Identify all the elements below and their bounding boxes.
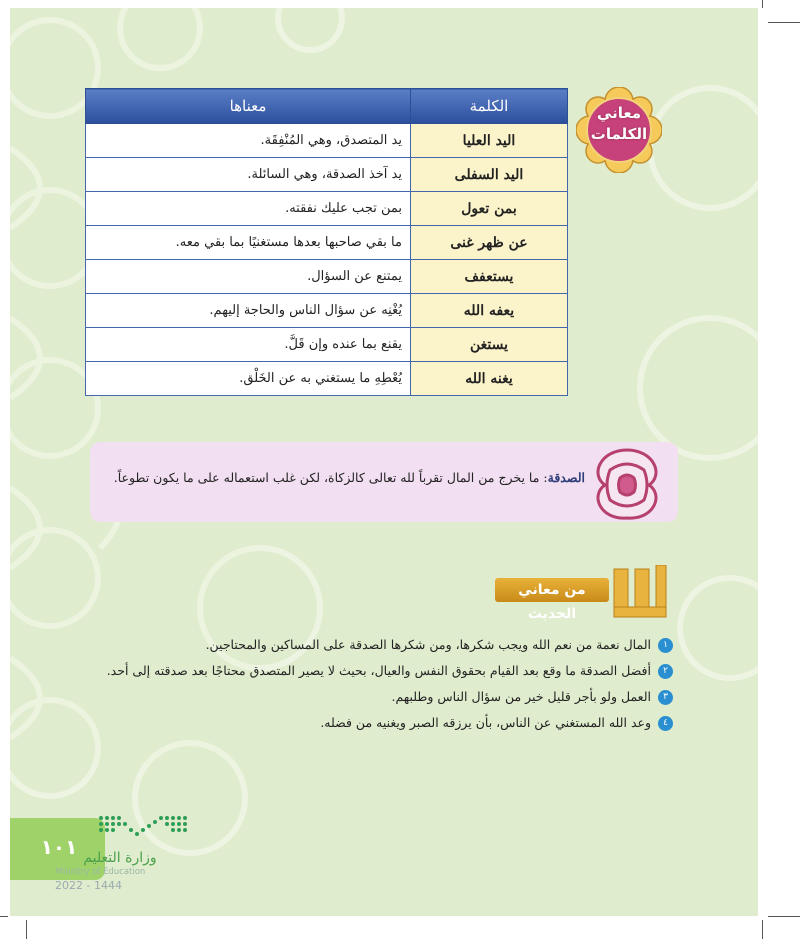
meaning-cell: يقنع بما عنده وإن قَلَّ.	[86, 328, 411, 362]
item-text: أفضل الصدقة ما وقع بعد القيام بحقوق النفس والعيال، بحيث لا يصير المتصدق محتاجًا بعد صدقته إلى أحد.	[106, 663, 651, 678]
meaning-cell: يد المتصدق، وهي المُنْفِقَة.	[86, 124, 411, 158]
crop-mark	[768, 22, 800, 23]
item-text: المال نعمة من نعم الله ويجب شكرها، ومن شكرها الصدقة على المساكين والمحتاجين.	[205, 637, 651, 652]
definition-body: : ما يخرج من المال تقرباً لله تعالى كالزكاة، لكن غلب استعماله على ما يكون تطوعاً.	[113, 470, 548, 485]
crop-mark	[26, 920, 27, 939]
ministry-name-english: Ministry of Education	[55, 867, 146, 877]
meaning-cell: يُغْنِه عن سؤال الناس والحاجة إليهم.	[86, 294, 411, 328]
item-number-badge: ٣	[658, 690, 673, 705]
hadith-meanings-list	[95, 632, 673, 736]
word-cell: يستغن	[411, 328, 568, 362]
definition-term: الصدقة	[547, 470, 585, 485]
table-row	[86, 294, 568, 328]
badge-title	[576, 103, 662, 145]
item-text: وعد الله المستغني عن الناس، بأن يرزقه الصبر ويغنيه من فضله.	[320, 715, 651, 730]
word-cell: بمن تعول	[411, 192, 568, 226]
crop-mark	[762, 0, 763, 8]
badge-line-1: معاني	[596, 104, 642, 122]
crop-mark	[0, 916, 8, 917]
page-number: ١٠١	[40, 835, 78, 859]
word-cell: يغنه الله	[411, 362, 568, 396]
definition-text	[100, 470, 585, 485]
column-header-meaning: معناها	[86, 89, 411, 124]
meaning-cell: يد آخذ الصدقة، وهي السائلة.	[86, 158, 411, 192]
section-title: من معاني الحديث	[495, 578, 609, 602]
item-number-badge: ٢	[658, 664, 673, 679]
item-number-badge: ٤	[658, 716, 673, 731]
crop-mark	[768, 916, 800, 917]
ministry-name-arabic: وزارة التعليم	[83, 850, 157, 866]
list-item	[95, 658, 673, 684]
ministry-logo-dots-icon	[98, 814, 188, 840]
word-cell: يعفه الله	[411, 294, 568, 328]
table-row	[86, 226, 568, 260]
table-row	[86, 260, 568, 294]
meaning-cell: ما بقي صاحبها بعدها مستغنيًا بما بقي معه.	[86, 226, 411, 260]
table-row	[86, 328, 568, 362]
word-cell: يستعفف	[411, 260, 568, 294]
crop-mark	[762, 920, 763, 939]
word-cell: اليد السفلى	[411, 158, 568, 192]
badge-line-2: الكلمات	[590, 125, 648, 143]
table-row	[86, 124, 568, 158]
list-item	[95, 684, 673, 710]
list-item	[95, 710, 673, 736]
list-item	[95, 632, 673, 658]
meaning-cell: يمتنع عن السؤال.	[86, 260, 411, 294]
edition-year: 2022 - 1444	[55, 879, 122, 892]
table-row	[86, 192, 568, 226]
meaning-cell: يُعْطِهِ ما يستغني به عن الخَلْق.	[86, 362, 411, 396]
column-header-word: الكلمة	[411, 89, 568, 124]
table-header-row	[86, 89, 568, 124]
word-cell: اليد العليا	[411, 124, 568, 158]
vocabulary-table	[85, 88, 568, 396]
word-cell: عن ظهر غنى	[411, 226, 568, 260]
item-text: العمل ولو بأجر قليل خير من سؤال الناس وطلبهم.	[391, 689, 651, 704]
rosette-ornament-icon	[580, 440, 675, 528]
table-row	[86, 362, 568, 396]
table-row	[86, 158, 568, 192]
meaning-cell: بمن تجب عليك نفقته.	[86, 192, 411, 226]
item-number-badge: ١	[658, 638, 673, 653]
